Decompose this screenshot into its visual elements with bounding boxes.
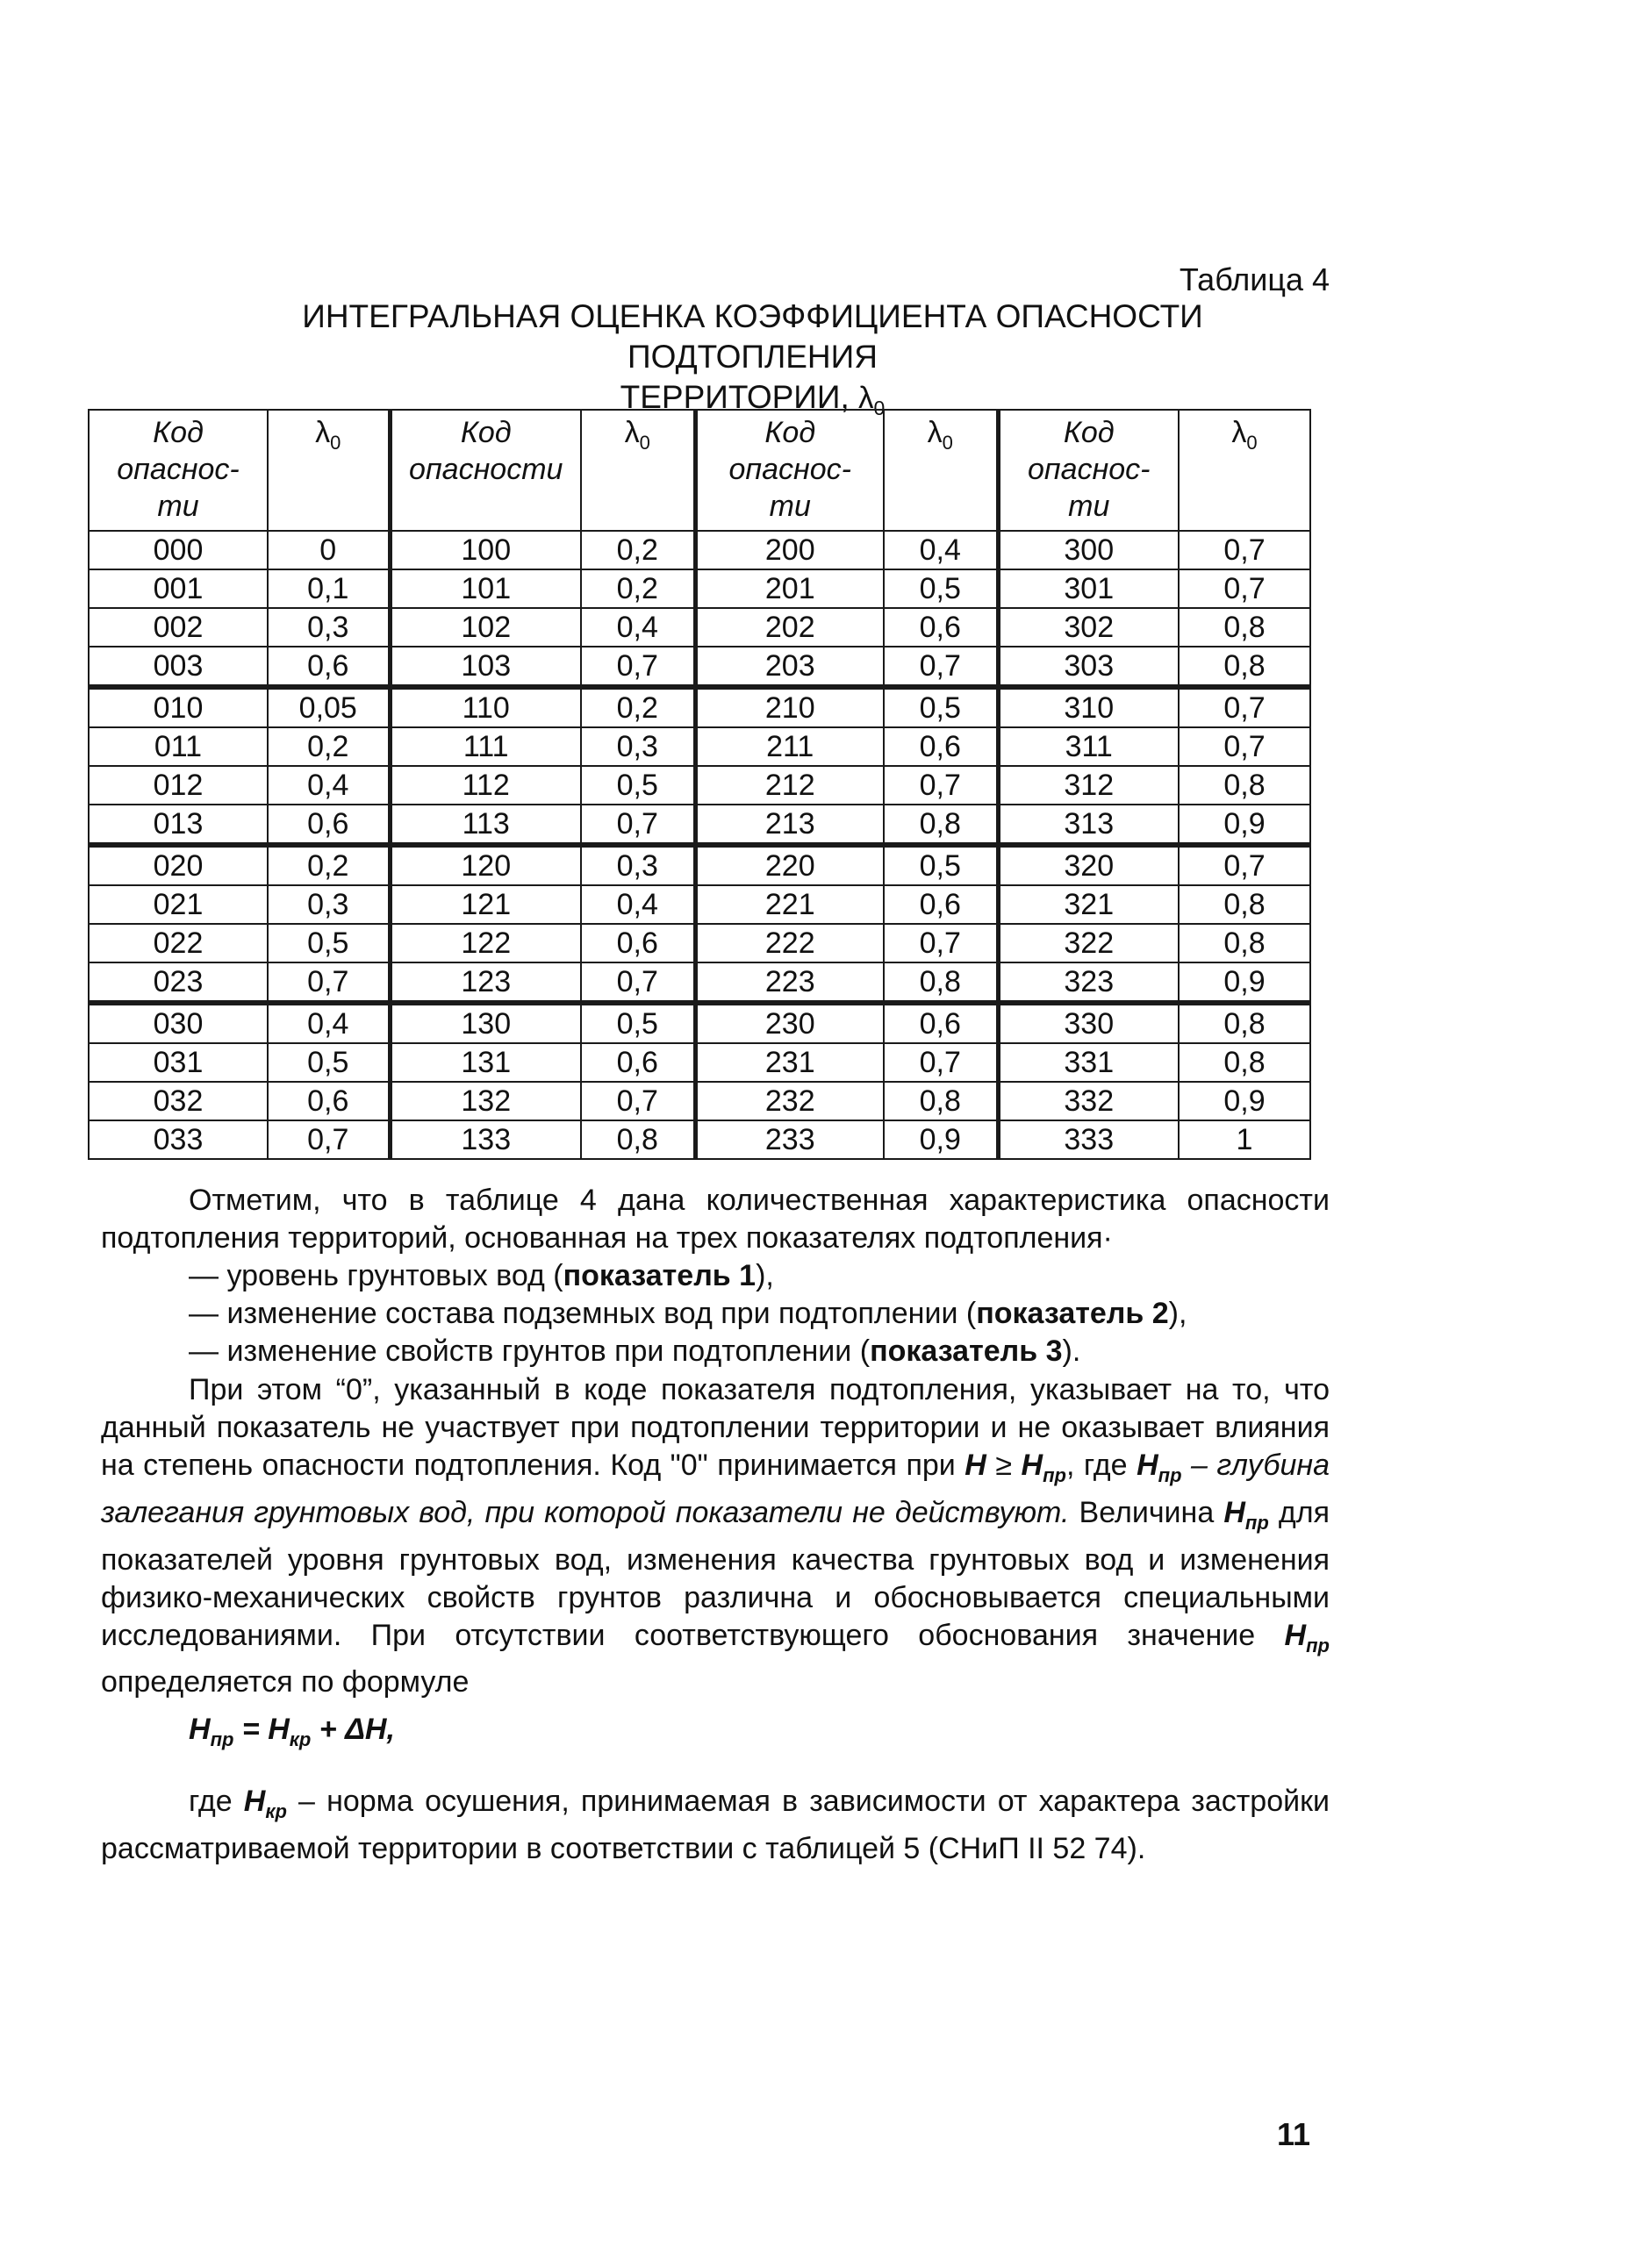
cell-lambda-value: 0,3 [581,727,695,766]
cell-lambda-value: 1 [1179,1120,1310,1159]
cell-hazard-code: 202 [695,608,884,647]
cell-hazard-code: 032 [89,1082,268,1120]
cell-hazard-code: 302 [998,608,1179,647]
cell-hazard-code: 130 [390,1003,581,1043]
cell-lambda-value: 0,6 [581,924,695,962]
cell-lambda-value: 0,8 [581,1120,695,1159]
cell-hazard-code: 322 [998,924,1179,962]
cell-lambda-value: 0,5 [268,924,390,962]
cell-lambda-value: 0,6 [268,1082,390,1120]
cell-lambda-value: 0,5 [884,569,998,608]
cell-lambda-value: 0,7 [884,647,998,687]
cell-lambda-value: 0,7 [884,766,998,805]
list-item-indicator-3: — изменение свойств грунтов при подтоплении (показатель 3). [189,1334,1081,1368]
header-hazard-code: Код опаснос- ти [89,410,268,531]
cell-lambda-value: 0,4 [268,1003,390,1043]
cell-lambda-value: 0,3 [268,608,390,647]
header-hazard-code: Код опаснос- ти [998,410,1179,531]
cell-hazard-code: 013 [89,805,268,845]
cell-hazard-code: 131 [390,1043,581,1082]
cell-lambda-value: 0,7 [1179,845,1310,885]
table-row [89,608,1310,647]
cell-lambda-value: 0,8 [1179,1043,1310,1082]
cell-lambda-value: 0,6 [884,727,998,766]
cell-lambda-value: 0,7 [1179,569,1310,608]
cell-lambda-value: 0,7 [884,1043,998,1082]
cell-lambda-value: 0,4 [581,608,695,647]
cell-lambda-value: 0,4 [268,766,390,805]
cell-lambda-value: 0,5 [884,845,998,885]
cell-lambda-value: 0,7 [1179,727,1310,766]
table-row [89,569,1310,608]
header-lambda: $\lambda_0$ [884,410,998,531]
formula-hnp: $H_{пр} = H_{кр} + \Delta H$, [189,1713,395,1750]
cell-lambda-value: 0,2 [581,531,695,569]
cell-lambda-value: 0,8 [884,962,998,1003]
cell-lambda-value: 0,8 [1179,924,1310,962]
cell-lambda-value: 0,8 [1179,647,1310,687]
cell-hazard-code: 120 [390,845,581,885]
table-row [89,727,1310,766]
cell-lambda-value: 0,8 [884,805,998,845]
table-title-line2: ТЕРРИТОРИИ, [620,379,850,415]
paragraph-code-zero: При этом “0”, указанный в коде показателя подтопления, указывает на то, что данный показатель не участвует при подтоплении территории и не оказывает влияния на степень опасности подтопления. Код "0" принимается при $H \ge H_{пр}$, где $H_{пр}$ – глубина залегания грунтовых вод, при которой показатели не действуют. Величина $H_{пр}$ для показателей уровня грунтовых вод, изменения качества грунтовых вод и изменения физико-механических свойств грунтов различна и обосновывается специальными исследованиями. При отсутствии соответствующего обоснования значение $H_{пр}$ определяется по формуле [101,1373,1330,1699]
cell-lambda-value: 0,4 [884,531,998,569]
cell-lambda-value: 0,7 [268,962,390,1003]
cell-lambda-value: 0,6 [884,1003,998,1043]
cell-lambda-value: 0,7 [581,647,695,687]
list-item-indicator-2: — изменение состава подземных вод при подтоплении (показатель 2), [189,1297,1187,1330]
header-lambda: $\lambda_0$ [1179,410,1310,531]
cell-lambda-value: 0,1 [268,569,390,608]
cell-hazard-code: 201 [695,569,884,608]
cell-hazard-code: 312 [998,766,1179,805]
cell-hazard-code: 303 [998,647,1179,687]
cell-hazard-code: 132 [390,1082,581,1120]
cell-hazard-code: 122 [390,924,581,962]
cell-hazard-code: 221 [695,885,884,924]
cell-hazard-code: 121 [390,885,581,924]
cell-hazard-code: 003 [89,647,268,687]
cell-hazard-code: 233 [695,1120,884,1159]
table-row [89,805,1310,845]
cell-hazard-code: 110 [390,687,581,727]
cell-hazard-code: 222 [695,924,884,962]
table-row [89,1120,1310,1159]
cell-hazard-code: 313 [998,805,1179,845]
cell-hazard-code: 333 [998,1120,1179,1159]
cell-hazard-code: 021 [89,885,268,924]
cell-hazard-code: 220 [695,845,884,885]
cell-lambda-value: 0,5 [884,687,998,727]
page-number: 11 [1277,2116,1311,2152]
cell-lambda-value: 0,5 [581,766,695,805]
cell-hazard-code: 320 [998,845,1179,885]
table-row [89,1082,1310,1120]
cell-hazard-code: 000 [89,531,268,569]
cell-hazard-code: 010 [89,687,268,727]
cell-lambda-value: 0,7 [581,962,695,1003]
cell-lambda-value: 0,7 [1179,531,1310,569]
cell-hazard-code: 321 [998,885,1179,924]
cell-lambda-value: 0,2 [581,569,695,608]
table-row [89,1043,1310,1082]
cell-lambda-value: 0,7 [268,1120,390,1159]
cell-hazard-code: 330 [998,1003,1179,1043]
cell-lambda-value: 0,8 [1179,766,1310,805]
cell-hazard-code: 332 [998,1082,1179,1120]
cell-hazard-code: 232 [695,1082,884,1120]
cell-lambda-value: 0,8 [1179,608,1310,647]
cell-hazard-code: 012 [89,766,268,805]
cell-hazard-code: 210 [695,687,884,727]
cell-lambda-value: 0,05 [268,687,390,727]
header-lambda: $\lambda_0$ [581,410,695,531]
cell-hazard-code: 030 [89,1003,268,1043]
cell-hazard-code: 112 [390,766,581,805]
cell-lambda-value: 0,8 [1179,885,1310,924]
cell-lambda-value: 0,3 [581,845,695,885]
cell-hazard-code: 301 [998,569,1179,608]
cell-lambda-value: 0,9 [1179,962,1310,1003]
cell-lambda-value: 0,2 [581,687,695,727]
lambda-symbol: $\lambda_0$ [858,381,886,419]
cell-hazard-code: 331 [998,1043,1179,1082]
table-row [89,766,1310,805]
table-row [89,531,1310,569]
table-row [89,962,1310,1003]
cell-hazard-code: 203 [695,647,884,687]
table-row [89,1003,1310,1043]
cell-hazard-code: 300 [998,531,1179,569]
table-header-row [89,410,1310,531]
cell-lambda-value: 0,2 [268,727,390,766]
hazard-coefficient-table [88,409,1311,1160]
table-title-line1: ИНТЕГРАЛЬНАЯ ОЦЕНКА КОЭФФИЦИЕНТА ОПАСНОСТИ ПОДТОПЛЕНИЯ [302,298,1203,375]
paragraph-hkr-definition: где $H_{кр}$ – норма осушения, принимаемая в зависимости от характера застройки рассматриваемой территории в соответствии с таблицей 5 (СНиП II 52 74). [101,1785,1330,1865]
table-row [89,647,1310,687]
cell-hazard-code: 133 [390,1120,581,1159]
cell-hazard-code: 023 [89,962,268,1003]
cell-lambda-value: 0,6 [268,805,390,845]
cell-lambda-value: 0,7 [581,805,695,845]
cell-lambda-value: 0,9 [1179,805,1310,845]
table-caption-label: Таблица 4 [1179,261,1330,297]
cell-hazard-code: 113 [390,805,581,845]
cell-lambda-value: 0,4 [581,885,695,924]
cell-lambda-value: 0,6 [268,647,390,687]
header-lambda: $\lambda_0$ [268,410,390,531]
list-item-indicator-1: — уровень грунтовых вод (показатель 1), [189,1259,774,1292]
cell-lambda-value: 0,7 [1179,687,1310,727]
cell-lambda-value: 0,8 [1179,1003,1310,1043]
cell-lambda-value: 0 [268,531,390,569]
cell-lambda-value: 0,9 [1179,1082,1310,1120]
cell-lambda-value: 0,3 [268,885,390,924]
cell-hazard-code: 011 [89,727,268,766]
cell-hazard-code: 231 [695,1043,884,1082]
cell-hazard-code: 212 [695,766,884,805]
paragraph-intro: Отметим, что в таблице 4 дана количественная характеристика опасности подтопления территорий, основанная на трех показателях подтопления· [101,1184,1330,1255]
cell-hazard-code: 022 [89,924,268,962]
cell-lambda-value: 0,7 [581,1082,695,1120]
table-row [89,885,1310,924]
cell-hazard-code: 100 [390,531,581,569]
cell-hazard-code: 211 [695,727,884,766]
cell-lambda-value: 0,6 [884,885,998,924]
table-row [89,924,1310,962]
table-body [89,531,1310,1159]
cell-hazard-code: 111 [390,727,581,766]
cell-hazard-code: 002 [89,608,268,647]
cell-hazard-code: 001 [89,569,268,608]
cell-hazard-code: 223 [695,962,884,1003]
table-row [89,687,1310,727]
cell-lambda-value: 0,7 [884,924,998,962]
cell-lambda-value: 0,5 [581,1003,695,1043]
cell-hazard-code: 123 [390,962,581,1003]
cell-lambda-value: 0,8 [884,1082,998,1120]
cell-hazard-code: 031 [89,1043,268,1082]
cell-hazard-code: 103 [390,647,581,687]
cell-lambda-value: 0,9 [884,1120,998,1159]
cell-hazard-code: 200 [695,531,884,569]
cell-hazard-code: 323 [998,962,1179,1003]
cell-hazard-code: 310 [998,687,1179,727]
cell-hazard-code: 101 [390,569,581,608]
cell-lambda-value: 0,2 [268,845,390,885]
cell-lambda-value: 0,5 [268,1043,390,1082]
header-hazard-code: Код опаснос- ти [695,410,884,531]
cell-hazard-code: 102 [390,608,581,647]
cell-hazard-code: 311 [998,727,1179,766]
cell-hazard-code: 213 [695,805,884,845]
header-hazard-code: Код опасности [390,410,581,531]
cell-lambda-value: 0,6 [581,1043,695,1082]
cell-lambda-value: 0,6 [884,608,998,647]
cell-hazard-code: 230 [695,1003,884,1043]
cell-hazard-code: 033 [89,1120,268,1159]
cell-hazard-code: 020 [89,845,268,885]
table-row [89,845,1310,885]
